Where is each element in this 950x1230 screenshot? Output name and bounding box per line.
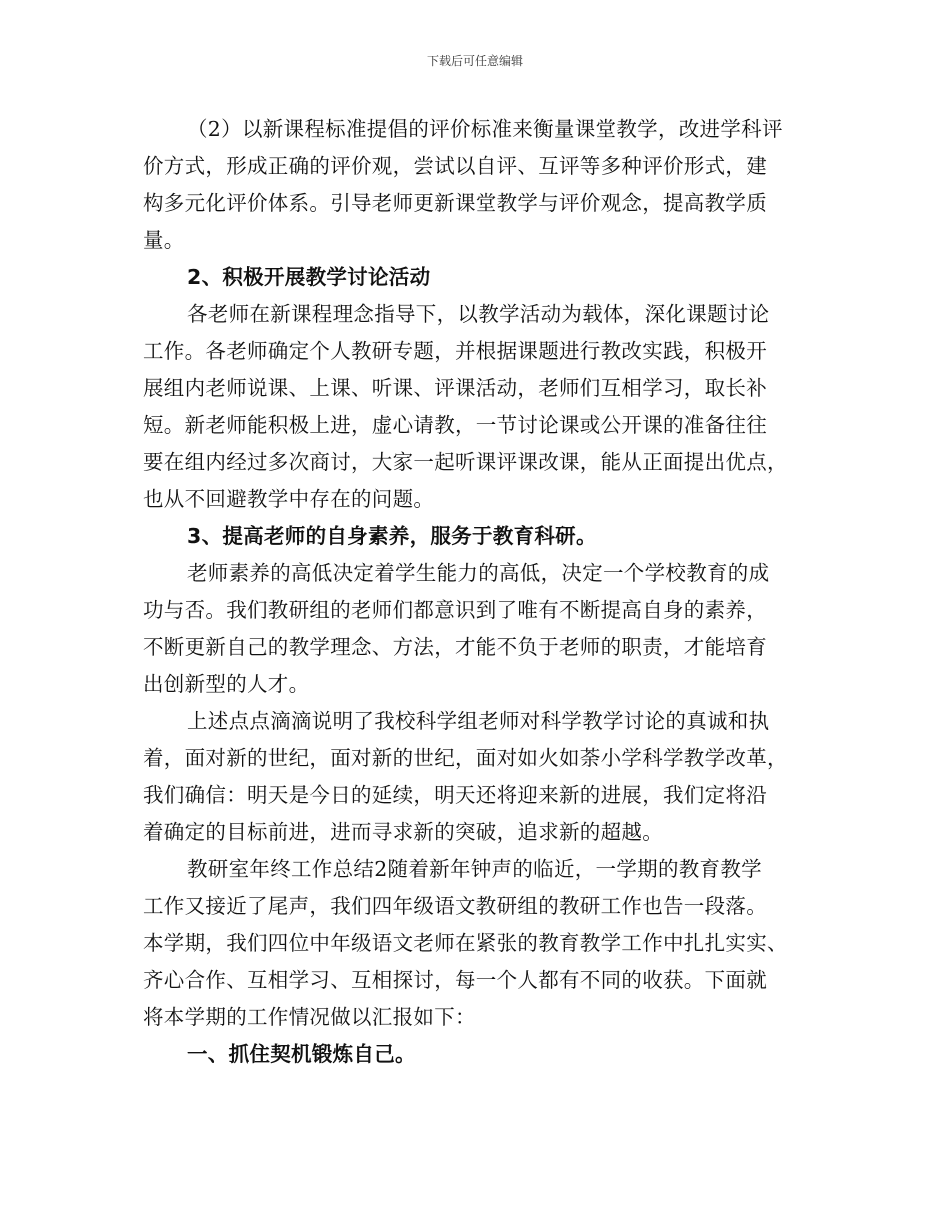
paragraph-line: 也从不回避教学中存在的问题。 <box>143 487 435 511</box>
paragraph-line: 量。 <box>143 228 185 252</box>
section-heading: 一、抓住契机锻炼自己。 <box>187 1042 416 1066</box>
paragraph-line: 要在组内经过多次商讨，大家一起听课评课改课，能从正面提出优点， <box>143 450 788 474</box>
paragraph-line: 着，面对新的世纪，面对新的世纪，面对如火如荼小学科学教学改革， <box>143 746 788 770</box>
paragraph-line: 老师素养的高低决定着学生能力的高低，决定一个学校教育的成 <box>187 561 770 585</box>
paragraph-line: 构多元化评价体系。引导老师更新课堂教学与评价观念，提高教学质 <box>143 191 767 215</box>
section-heading: 3、提高老师的自身素养，服务于教育科研。 <box>187 524 597 548</box>
paragraph-line: 短。新老师能积极上进，虚心请教，一节讨论课或公开课的准备往往 <box>143 413 767 437</box>
paragraph-line: 教研室年终工作总结2随着新年钟声的临近，一学期的教育教学 <box>187 857 762 881</box>
paragraph-line: 着确定的目标前进，进而寻求新的突破，追求新的超越。 <box>143 820 663 844</box>
paragraph-line: 工作又接近了尾声，我们四年级语文教研组的教研工作也告一段落。 <box>143 894 767 918</box>
paragraph-line: 不断更新自己的教学理念、方法，才能不负于老师的职责，才能培育 <box>143 635 767 659</box>
paragraph-line: 展组内老师说课、上课、听课、评课活动，老师们互相学习，取长补 <box>143 376 767 400</box>
paragraph-line: 价方式，形成正确的评价观，尝试以自评、互评等多种评价形式，建 <box>143 154 767 178</box>
page-header: 下载后可任意编辑 <box>426 54 523 68</box>
paragraph-line: （2）以新课程标准提倡的评价标准来衡量课堂教学，改进学科评 <box>187 117 783 141</box>
section-heading: 2、积极开展教学讨论活动 <box>187 265 431 289</box>
paragraph-line: 将本学期的工作情况做以汇报如下： <box>143 1005 476 1029</box>
paragraph-line: 各老师在新课程理念指导下，以教学活动为载体，深化课题讨论 <box>187 302 770 326</box>
paragraph-line: 功与否。我们教研组的老师们都意识到了唯有不断提高自身的素养， <box>143 598 767 622</box>
document-body <box>143 111 811 1073</box>
paragraph-line: 上述点点滴滴说明了我校科学组老师对科学教学讨论的真诚和执 <box>187 709 770 733</box>
paragraph-line: 本学期，我们四位中年级语文老师在紧张的教育教学工作中扎扎实实、 <box>143 931 788 955</box>
paragraph-line: 我们确信：明天是今日的延续，明天还将迎来新的进展，我们定将沿 <box>143 783 767 807</box>
paragraph-line: 工作。各老师确定个人教研专题，并根据课题进行教改实践，积极开 <box>143 339 767 363</box>
paragraph-line: 出创新型的人才。 <box>143 672 310 696</box>
paragraph-line: 齐心合作、互相学习、互相探讨，每一个人都有不同的收获。下面就 <box>143 968 767 992</box>
